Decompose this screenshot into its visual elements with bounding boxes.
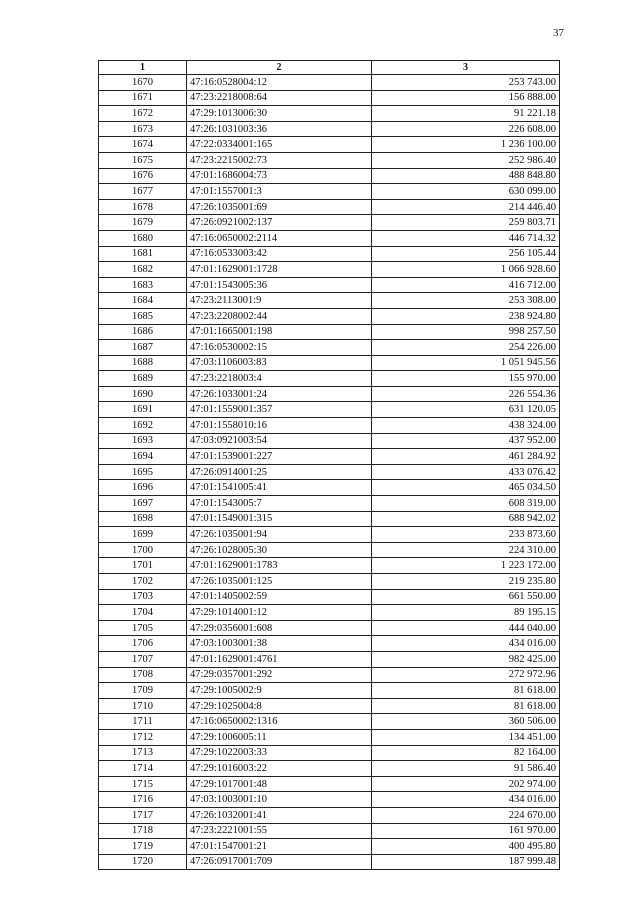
- cadastral-number-cell: 47:29:1022003:33: [187, 745, 372, 761]
- row-number-cell: 1685: [99, 308, 187, 324]
- cadastral-number-cell: 47:01:1629001:4761: [187, 651, 372, 667]
- value-cell: 488 848.80: [372, 168, 560, 184]
- value-cell: 446 714.32: [372, 230, 560, 246]
- cadastral-number-cell: 47:23:2221001:55: [187, 823, 372, 839]
- cadastral-number-cell: 47:01:1547001:21: [187, 839, 372, 855]
- table-row: [99, 230, 560, 246]
- cadastral-number-cell: 47:23:2208002:44: [187, 308, 372, 324]
- table-row: [99, 527, 560, 543]
- row-number-cell: 1712: [99, 729, 187, 745]
- row-number-cell: 1703: [99, 589, 187, 605]
- cadastral-number-cell: 47:03:1106003:83: [187, 355, 372, 371]
- cadastral-number-cell: 47:23:2218008:64: [187, 90, 372, 106]
- value-cell: 630 099.00: [372, 184, 560, 200]
- cadastral-number-cell: 47:22:0334001:165: [187, 137, 372, 153]
- table-row: [99, 121, 560, 137]
- table-row: [99, 589, 560, 605]
- value-cell: 238 924.80: [372, 308, 560, 324]
- table-row: [99, 308, 560, 324]
- cadastral-number-cell: 47:03:1003001:10: [187, 792, 372, 808]
- table-row: [99, 371, 560, 387]
- value-cell: 224 310.00: [372, 542, 560, 558]
- row-number-cell: 1691: [99, 402, 187, 418]
- value-cell: 89 195.15: [372, 605, 560, 621]
- value-cell: 81 618.00: [372, 698, 560, 714]
- value-cell: 434 016.00: [372, 792, 560, 808]
- table-row: [99, 402, 560, 418]
- value-cell: 81 618.00: [372, 683, 560, 699]
- cadastral-number-cell: 47:29:0356001:608: [187, 620, 372, 636]
- value-cell: 256 105.44: [372, 246, 560, 262]
- cadastral-number-cell: 47:26:1031003:36: [187, 121, 372, 137]
- table-row: [99, 184, 560, 200]
- value-cell: 161 970.00: [372, 823, 560, 839]
- row-number-cell: 1708: [99, 667, 187, 683]
- cadastral-number-cell: 47:29:1013006:30: [187, 106, 372, 122]
- row-number-cell: 1720: [99, 854, 187, 870]
- row-number-cell: 1692: [99, 418, 187, 434]
- cadastral-number-cell: 47:16:0530002:15: [187, 340, 372, 356]
- cadastral-number-cell: 47:26:1035001:125: [187, 574, 372, 590]
- table-row: [99, 792, 560, 808]
- value-cell: 226 608.00: [372, 121, 560, 137]
- cadastral-number-cell: 47:03:0921003:54: [187, 433, 372, 449]
- table-row: [99, 90, 560, 106]
- row-number-cell: 1709: [99, 683, 187, 699]
- cadastral-number-cell: 47:26:1035001:69: [187, 199, 372, 215]
- row-number-cell: 1684: [99, 293, 187, 309]
- row-number-cell: 1690: [99, 386, 187, 402]
- table-row: [99, 636, 560, 652]
- cadastral-number-cell: 47:01:1558010:16: [187, 418, 372, 434]
- value-cell: 253 308.00: [372, 293, 560, 309]
- table-row: [99, 651, 560, 667]
- row-number-cell: 1718: [99, 823, 187, 839]
- value-cell: 254 226.00: [372, 340, 560, 356]
- row-number-cell: 1716: [99, 792, 187, 808]
- table-row: [99, 75, 560, 91]
- cadastral-number-cell: 47:01:1543005:36: [187, 277, 372, 293]
- table-row: [99, 745, 560, 761]
- table-row: [99, 277, 560, 293]
- table-row: [99, 480, 560, 496]
- row-number-cell: 1710: [99, 698, 187, 714]
- table-row: [99, 620, 560, 636]
- value-cell: 461 284.92: [372, 449, 560, 465]
- cadastral-number-cell: 47:16:0650002:2114: [187, 230, 372, 246]
- row-number-cell: 1675: [99, 152, 187, 168]
- table-row: [99, 698, 560, 714]
- cadastral-number-cell: 47:23:2218003:4: [187, 371, 372, 387]
- value-cell: 465 034.50: [372, 480, 560, 496]
- row-number-cell: 1670: [99, 75, 187, 91]
- cadastral-number-cell: 47:16:0650002:1316: [187, 714, 372, 730]
- cadastral-number-cell: 47:29:1016003:22: [187, 761, 372, 777]
- cadastral-number-cell: 47:26:0914001:25: [187, 464, 372, 480]
- value-cell: 433 076.42: [372, 464, 560, 480]
- table-row: [99, 262, 560, 278]
- table-body: [99, 75, 560, 870]
- table-row: [99, 168, 560, 184]
- row-number-cell: 1700: [99, 542, 187, 558]
- cadastral-number-cell: 47:03:1003001:38: [187, 636, 372, 652]
- table-row: [99, 839, 560, 855]
- row-number-cell: 1678: [99, 199, 187, 215]
- row-number-cell: 1689: [99, 371, 187, 387]
- cadastral-number-cell: 47:01:1629001:1783: [187, 558, 372, 574]
- value-cell: 631 120.05: [372, 402, 560, 418]
- row-number-cell: 1688: [99, 355, 187, 371]
- value-cell: 272 972.96: [372, 667, 560, 683]
- row-number-cell: 1699: [99, 527, 187, 543]
- row-number-cell: 1711: [99, 714, 187, 730]
- table-row: [99, 761, 560, 777]
- row-number-cell: 1682: [99, 262, 187, 278]
- page-number: 37: [553, 27, 564, 39]
- value-cell: 1 066 928.60: [372, 262, 560, 278]
- value-cell: 1 236 100.00: [372, 137, 560, 153]
- table-header-row: [99, 61, 560, 75]
- table-row: [99, 199, 560, 215]
- cadastral-number-cell: 47:26:1035001:94: [187, 527, 372, 543]
- value-cell: 1 051 945.56: [372, 355, 560, 371]
- value-cell: 444 040.00: [372, 620, 560, 636]
- row-number-cell: 1696: [99, 480, 187, 496]
- table-row: [99, 215, 560, 231]
- value-cell: 82 164.00: [372, 745, 560, 761]
- table-row: [99, 558, 560, 574]
- cadastral-number-cell: 47:01:1539001:227: [187, 449, 372, 465]
- row-number-cell: 1687: [99, 340, 187, 356]
- cadastral-number-cell: 47:16:0533003:42: [187, 246, 372, 262]
- table-row: [99, 246, 560, 262]
- cadastral-number-cell: 47:01:1559001:357: [187, 402, 372, 418]
- table-row: [99, 776, 560, 792]
- table-row: [99, 496, 560, 512]
- cadastral-number-cell: 47:29:1014001:12: [187, 605, 372, 621]
- cadastral-number-cell: 47:01:1665001:198: [187, 324, 372, 340]
- cadastral-number-cell: 47:29:0357001:292: [187, 667, 372, 683]
- table-row: [99, 464, 560, 480]
- table-row: [99, 605, 560, 621]
- table-row: [99, 683, 560, 699]
- cadastral-number-cell: 47:16:0528004:12: [187, 75, 372, 91]
- value-cell: 982 425.00: [372, 651, 560, 667]
- value-cell: 253 743.00: [372, 75, 560, 91]
- row-number-cell: 1706: [99, 636, 187, 652]
- value-cell: 233 873.60: [372, 527, 560, 543]
- row-number-cell: 1702: [99, 574, 187, 590]
- value-cell: 437 952.00: [372, 433, 560, 449]
- row-number-cell: 1705: [99, 620, 187, 636]
- table-row: [99, 293, 560, 309]
- table-row: [99, 667, 560, 683]
- table-row: [99, 106, 560, 122]
- row-number-cell: 1673: [99, 121, 187, 137]
- value-cell: 998 257.50: [372, 324, 560, 340]
- registry-table: [98, 60, 560, 870]
- value-cell: 134 451.00: [372, 729, 560, 745]
- row-number-cell: 1704: [99, 605, 187, 621]
- table-row: [99, 574, 560, 590]
- value-cell: 608 319.00: [372, 496, 560, 512]
- row-number-cell: 1717: [99, 807, 187, 823]
- row-number-cell: 1707: [99, 651, 187, 667]
- value-cell: 1 223 172.00: [372, 558, 560, 574]
- value-cell: 187 999.48: [372, 854, 560, 870]
- cadastral-number-cell: 47:01:1541005:41: [187, 480, 372, 496]
- row-number-cell: 1680: [99, 230, 187, 246]
- value-cell: 91 586.40: [372, 761, 560, 777]
- cadastral-number-cell: 47:29:1025004:8: [187, 698, 372, 714]
- cadastral-number-cell: 47:26:1033001:24: [187, 386, 372, 402]
- row-number-cell: 1714: [99, 761, 187, 777]
- table-row: [99, 137, 560, 153]
- table-row: [99, 854, 560, 870]
- table-row: [99, 542, 560, 558]
- table-row: [99, 823, 560, 839]
- row-number-cell: 1677: [99, 184, 187, 200]
- cadastral-number-cell: 47:01:1686004:73: [187, 168, 372, 184]
- value-cell: 202 974.00: [372, 776, 560, 792]
- value-cell: 661 550.00: [372, 589, 560, 605]
- row-number-cell: 1698: [99, 511, 187, 527]
- column-header-3: 3: [372, 61, 560, 75]
- value-cell: 224 670.00: [372, 807, 560, 823]
- value-cell: 252 986.40: [372, 152, 560, 168]
- table-row: [99, 511, 560, 527]
- value-cell: 688 942.02: [372, 511, 560, 527]
- value-cell: 91 221.18: [372, 106, 560, 122]
- table-row: [99, 449, 560, 465]
- row-number-cell: 1676: [99, 168, 187, 184]
- table-row: [99, 355, 560, 371]
- table-row: [99, 324, 560, 340]
- value-cell: 156 888.00: [372, 90, 560, 106]
- row-number-cell: 1713: [99, 745, 187, 761]
- row-number-cell: 1679: [99, 215, 187, 231]
- cadastral-number-cell: 47:29:1006005:11: [187, 729, 372, 745]
- value-cell: 416 712.00: [372, 277, 560, 293]
- value-cell: 438 324.00: [372, 418, 560, 434]
- row-number-cell: 1674: [99, 137, 187, 153]
- column-header-2: 2: [187, 61, 372, 75]
- value-cell: 155 970.00: [372, 371, 560, 387]
- table-row: [99, 714, 560, 730]
- value-cell: 226 554.36: [372, 386, 560, 402]
- cadastral-number-cell: 47:26:1032001:41: [187, 807, 372, 823]
- table-row: [99, 807, 560, 823]
- cadastral-number-cell: 47:01:1629001:1728: [187, 262, 372, 278]
- row-number-cell: 1686: [99, 324, 187, 340]
- table-row: [99, 386, 560, 402]
- value-cell: 214 446.40: [372, 199, 560, 215]
- cadastral-number-cell: 47:26:0917001:709: [187, 854, 372, 870]
- cadastral-number-cell: 47:29:1005002:9: [187, 683, 372, 699]
- value-cell: 400 495.80: [372, 839, 560, 855]
- cadastral-number-cell: 47:26:0921002:137: [187, 215, 372, 231]
- row-number-cell: 1715: [99, 776, 187, 792]
- cadastral-number-cell: 47:01:1543005:7: [187, 496, 372, 512]
- row-number-cell: 1693: [99, 433, 187, 449]
- table-row: [99, 418, 560, 434]
- value-cell: 259 803.71: [372, 215, 560, 231]
- row-number-cell: 1701: [99, 558, 187, 574]
- cadastral-number-cell: 47:23:2215002:73: [187, 152, 372, 168]
- cadastral-number-cell: 47:01:1405002:59: [187, 589, 372, 605]
- row-number-cell: 1671: [99, 90, 187, 106]
- table-row: [99, 152, 560, 168]
- row-number-cell: 1681: [99, 246, 187, 262]
- table-row: [99, 433, 560, 449]
- column-header-1: 1: [99, 61, 187, 75]
- row-number-cell: 1697: [99, 496, 187, 512]
- value-cell: 360 506.00: [372, 714, 560, 730]
- cadastral-number-cell: 47:01:1549001:315: [187, 511, 372, 527]
- cadastral-number-cell: 47:29:1017001:48: [187, 776, 372, 792]
- cadastral-number-cell: 47:23:2113001:9: [187, 293, 372, 309]
- row-number-cell: 1672: [99, 106, 187, 122]
- row-number-cell: 1683: [99, 277, 187, 293]
- table-row: [99, 729, 560, 745]
- row-number-cell: 1719: [99, 839, 187, 855]
- row-number-cell: 1694: [99, 449, 187, 465]
- value-cell: 434 016.00: [372, 636, 560, 652]
- cadastral-number-cell: 47:26:1028005:30: [187, 542, 372, 558]
- value-cell: 219 235.80: [372, 574, 560, 590]
- cadastral-number-cell: 47:01:1557001:3: [187, 184, 372, 200]
- table-row: [99, 340, 560, 356]
- row-number-cell: 1695: [99, 464, 187, 480]
